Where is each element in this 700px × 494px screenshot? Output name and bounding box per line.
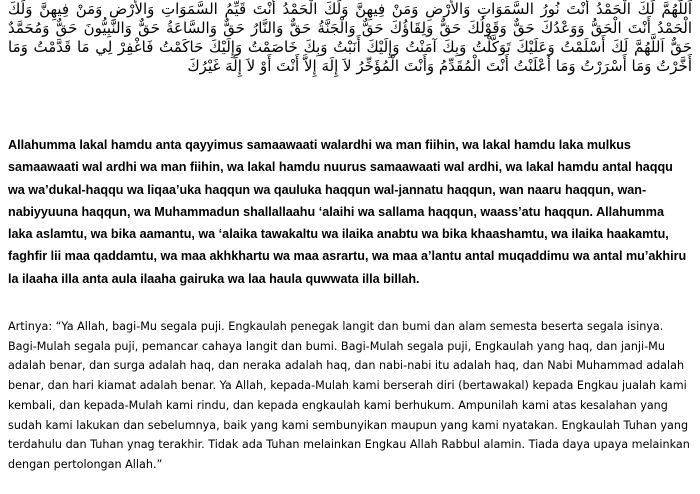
arabic-prayer-text: اَللَّهُمَّ لَكَ الْحَمْدُ أَنْتَ نُورُ السَّمَوَاتِ وَالأَرْضِ وَمَنْ فِيهِنَّ وَلَكَ الْحَمْدُ أَنْتَ قَيِّمُ السَّمَوَاتِ وَالأَرْضِ وَمَنْ فِيهِنَّ وَلَكَ الْحَمْدُ أَنْتَ الْحَقُّ وَوَعْدُكَ حَقٌّ وَقَوْلُكَ حَقٌّ وَلِقَاؤُكَ حَقٌّ وَالْجَنَّةُ حَقٌّ وَالنَّارُ حَقٌّ وَالسَّاعَةُ حَقٌّ وَالنَّبِيُّونَ حَقٌّ وَمُحَمَّدٌ حَقٌّ اَللَّهُمَّ لَكَ أَسْلَمْتُ وَعَلَيْكَ تَوَكَّلْتُ وَبِكَ آمَنْتُ وَإِلَيْكَ أَنَبْتُ وَبِكَ خَاصَمْتُ وَإِلَيْكَ حَاكَمْتُ فَاغْفِرْ لِي مَا قَدَّمْتُ وَمَا أَخَّرْتُ وَمَا أَسْرَرْتُ وَمَا أَعْلَنْتُ أَنْتَ الْمُقَدِّمُ وَأَنْتَ الْمُؤَخِّرُ لاَ إِلَهَ إِلاَّ أَنْتَ أَوْ لاَ إِلَهَ غَيْرُكَ	[8, 0, 692, 75]
translation-paragraph: Artinya: “Ya Allah, bagi-Mu segala puji. Engkaulah penegak langit dan bumi dan alam semesta beserta segala isinya. Bagi-Mulah segala puji, pemancar cahaya langit dan bumi. Bagi-Mulah segala puji, Engkaulah yang haq, dan janji-Mu adalah benar, dan surga adalah haq, dan neraka adalah haq, dan nabi-nabi itu adalah haq, dan Nabi Muhammad adalah benar, dan hari kiamat adalah benar. Ya Allah, kepada-Mulah kami berserah diri (bertawakal) kepada Engkau jualah kami kembali, dan kepada-Mulah kami rindu, dan kepada engkaulah kami berhukum. Ampunilah kami atas kesalahan yang sudah kami lakukan dan sebelumnya, baik yang kami sembunyikan maupun yang kami nyatakan. Engkaulah Tuhan yang terdahulu dan Tuhan ynag terakhir. Tidak ada Tuhan melainkan Engkau Allah Rabbul alamin. Tiada daya upaya melainkan dengan pertolongan Allah.”	[8, 320, 690, 471]
transliteration-paragraph: Allahumma lakal hamdu anta qayyimus samaawaati walardhi wa man fiihin, wa lakal hamdu laka mulkus samaawaati wal ardhi wa man fiihin, wa lakal hamdu nuurus samaawaati wal ardhi, wa lakal hamdu antal haqqu wa wa’dukal-haqqu wa liqaa’uka haqqun wa qauluka haqqun wal-jannatu haqqun, wan naaru haqqun, wan-nabiyyuuna haqqun, wa Muhammadun shallallaahu ‘alaihi wa sallama haqqun, waass’atu haqqun. Allahumma laka aslamtu, wa bika aamantu, wa ‘alaika tawakaltu wa ilaika anabtu wa bika khaashamtu, wa ilaika haakamtu, faghfir lii maa qaddamtu, wa maa akhkhartu wa maa asrartu, wa maa a’lantu antal muqaddimu wa antal mu’akhiru la ilaaha illa anta aula ilaaha gairuka wa laa haula quwwata illa billah.	[8, 138, 687, 286]
